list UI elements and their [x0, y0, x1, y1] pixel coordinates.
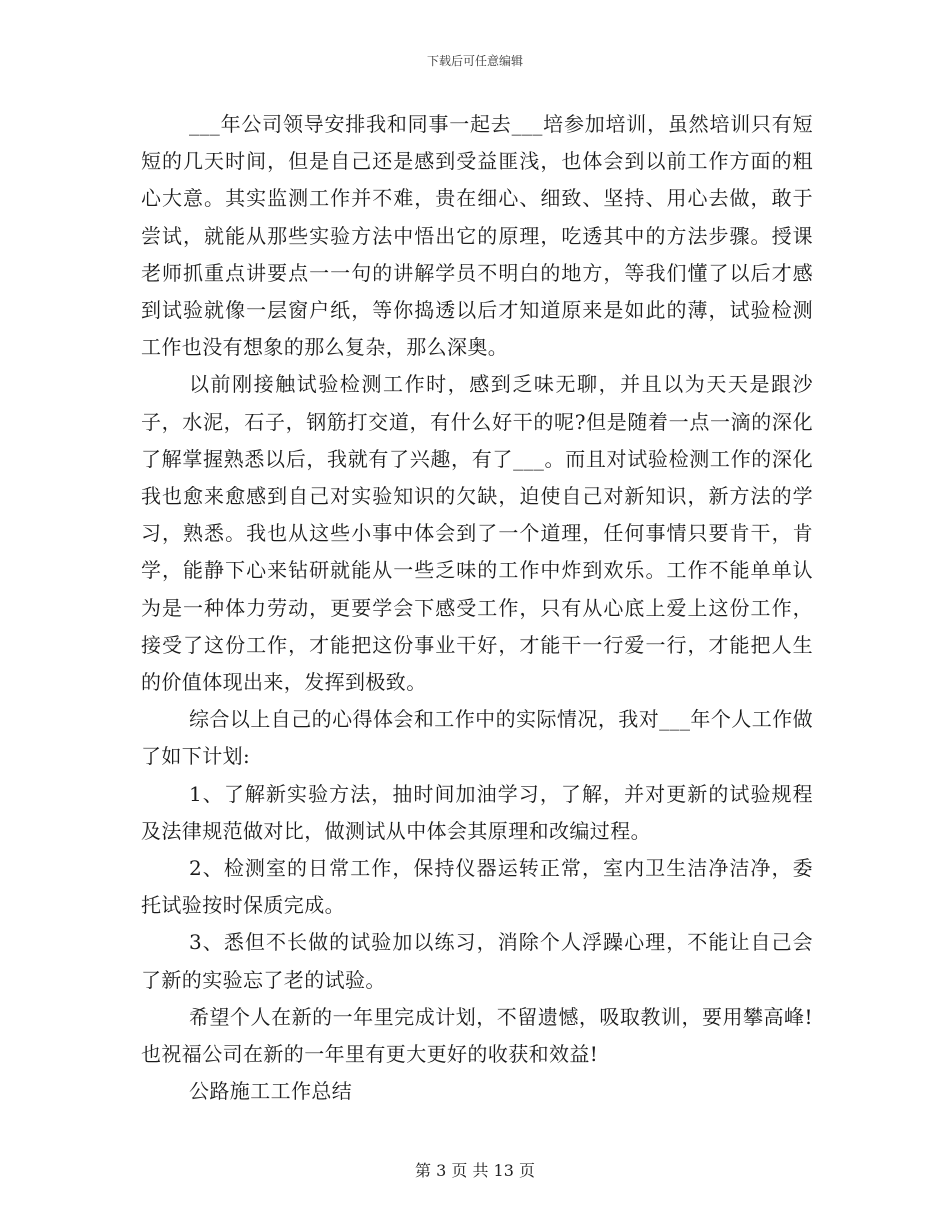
- paragraph-plan-item-2: 2、检测室的日常工作，保持仪器运转正常，室内卫生洁净洁净，委托试验按时保质完成。: [141, 856, 813, 918]
- paragraph-experience: 以前刚接触试验检测工作时，感到乏味无聊，并且以为天天是跟沙子，水泥，石子，钢筋打交道，有什么好干的呢?但是随着一点一滴的深化了解掌握熟悉以后，我就有了兴趣，有了___。而且对试验检测工作的深化我也愈来愈感到自己对实验知识的欠缺，迫使自己对新知识，新方法的学习，熟悉。我也从这些小事中体会到了一个道理，任何事情只要肯干，肯学，能静下心来钻研就能从一些乏味的工作中炸到欢乐。工作不能单单认为是一种体力劳动，更要学会下感受工作，只有从心底上爱上这份工作，接受了这份工作，才能把这份事业干好，才能干一行爱一行，才能把人生的价值体现出来，发挥到极致。: [141, 372, 813, 695]
- paragraph-training: ___年公司领导安排我和同事一起去___培参加培训，虽然培训只有短短的几天时间，但是自己还是感到受益匪浅，也体会到以前工作方面的粗心大意。其实监测工作并不难，贵在细心、细致、坚持、用心去做，敢于尝试，就能从那些实验方法中悟出它的原理，吃透其中的方法步骤。授课老师抓重点讲要点一一句的讲解学员不明白的地方，等我们懂了以后才感到试验就像一层窗户纸，等你捣透以后才知道原来是如此的薄，试验检测工作也没有想象的那么复杂，那么深奥。: [141, 112, 813, 360]
- section-title: 公路施工工作总结: [189, 1079, 353, 1104]
- paragraph-plan-item-1: 1、了解新实验方法，抽时间加油学习，了解，并对更新的试验规程及法律规范做对比，做测试从中体会其原理和改编过程。: [141, 781, 813, 843]
- paragraph-plan-item-3: 3、悉但不长做的试验加以练习，消除个人浮躁心理，不能让自己会了新的实验忘了老的试验。: [141, 930, 813, 992]
- paragraph-plan-intro: 综合以上自己的心得体会和工作中的实际情况，我对___年个人工作做了如下计划:: [141, 707, 813, 769]
- page-header-note: 下载后可任意编辑: [426, 54, 523, 68]
- page-number: 第 3 页 共 13 页: [415, 1161, 535, 1180]
- document-body: [141, 106, 813, 1110]
- paragraph-closing: 希望个人在新的一年里完成计划，不留遗憾，吸取教训，要用攀高峰!也祝福公司在新的一年里有更大更好的收获和效益!: [141, 1004, 813, 1067]
